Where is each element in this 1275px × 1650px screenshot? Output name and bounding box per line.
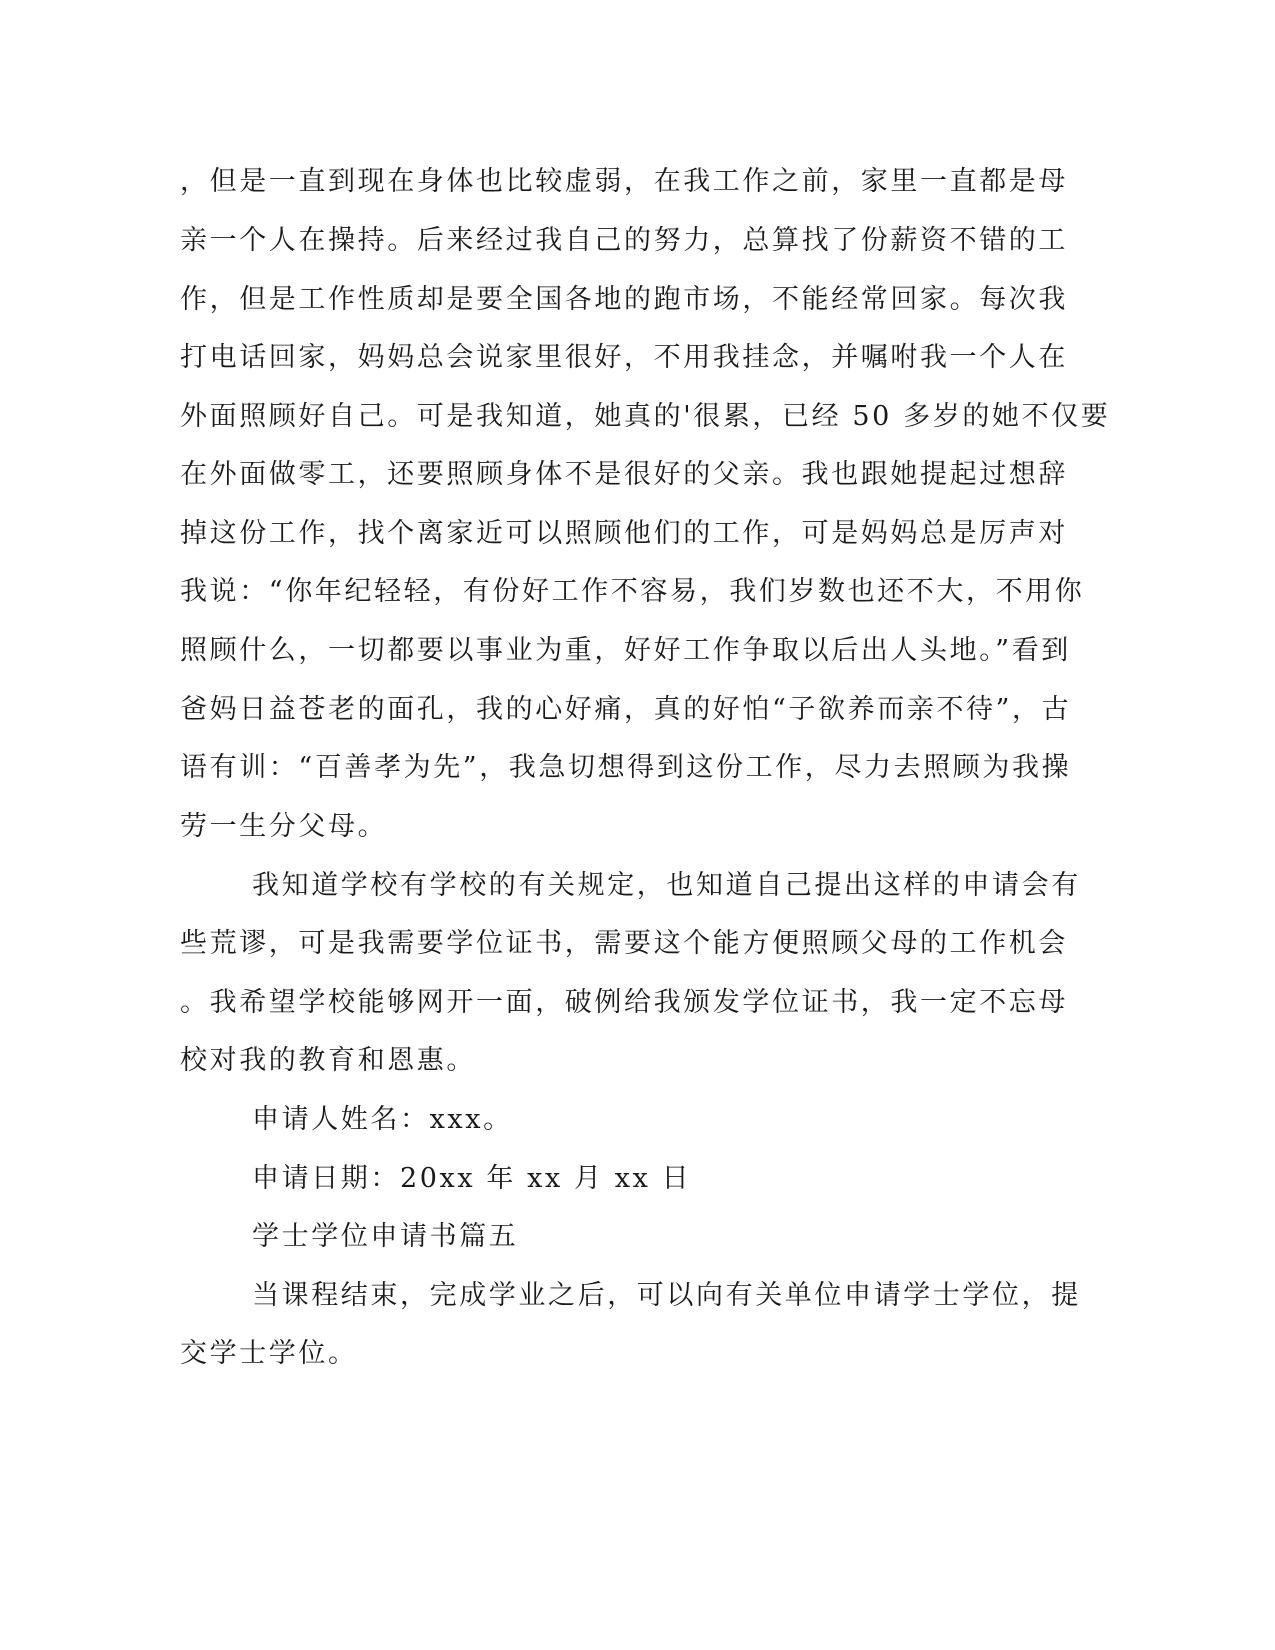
text-line: 在外面做零工，还要照顾身体不是很好的父亲。我也跟她提起过想辞 (180, 459, 1068, 490)
text-line: 劳一生分父母。 (180, 811, 388, 842)
text-line: 外面照顾好自己。可是我知道，她真的'很累，已经 50 多岁的她不仅要 (180, 401, 1111, 432)
text-line: 些荒谬，可是我需要学位证书，需要这个能方便照顾父母的工作机会 (180, 928, 1068, 959)
text-line: 我说：“你年纪轻轻，有份好工作不容易，我们岁数也还不大，不用你 (180, 576, 1085, 607)
text-line: 校对我的教育和恩惠。 (180, 1045, 476, 1076)
text-line: 照顾什么，一切都要以事业为重，好好工作争取以后出人头地。”看到 (180, 635, 1071, 666)
text-line: 我知道学校有学校的有关规定，也知道自己提出这样的申请会有 (252, 870, 1081, 901)
application-date: 申请日期：20xx 年 xx 月 xx 日 (252, 1163, 692, 1194)
text-line: 交学士学位。 (180, 1338, 358, 1369)
applicant-name: 申请人姓名：xxx。 (252, 1104, 513, 1135)
text-line: 语有训：“百善孝为先”，我急切想得到这份工作，尽力去照顾为我操 (180, 752, 1072, 783)
text-line: 作，但是工作性质却是要全国各地的跑市场，不能经常回家。每次我 (180, 284, 1068, 315)
text-line: 。我希望学校能够网开一面，破例给我颁发学位证书，我一定不忘母 (180, 987, 1068, 1018)
text-line: 打电话回家，妈妈总会说家里很好，不用我挂念，并嘱咐我一个人在 (180, 342, 1068, 373)
text-line: ，但是一直到现在身体也比较虚弱，在我工作之前，家里一直都是母 (180, 166, 1068, 197)
section-heading: 学士学位申请书篇五 (252, 1221, 519, 1252)
text-line: 掉这份工作，找个离家近可以照顾他们的工作，可是妈妈总是厉声对 (180, 518, 1068, 549)
text-line: 当课程结束，完成学业之后，可以向有关单位申请学士学位，提 (252, 1280, 1081, 1311)
text-line: 爸妈日益苍老的面孔，我的心好痛，真的好怕“子欲养而亲不待”，古 (180, 694, 1072, 725)
text-line: 亲一个人在操持。后来经过我自己的努力，总算找了份薪资不错的工 (180, 225, 1068, 256)
